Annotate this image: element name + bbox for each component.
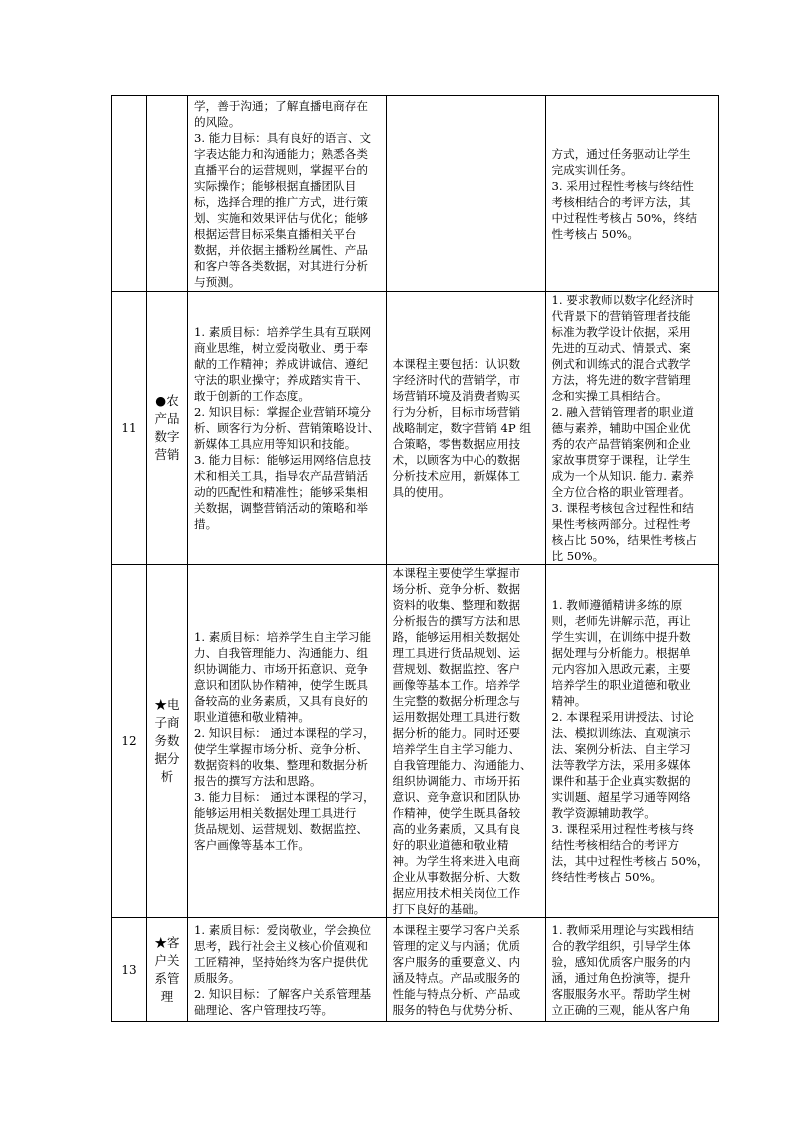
course-content-cell: 本课程主要使学生掌握市 场分析、竞争分析、数据 资料的收集、整理和数据 分析报告的撰写方法和思 路，能够运用相关数据处 理工具进行货品规划、运 营规划、数据监控、客户 画像等基本工作。培养学 生完整的数据分析理念与 运用数据处理工具进行数 据分析的能力。同时还要 培养学生自主学习能力、 自我管理能力、沟通能力、 组织协调能力、市场开拓 意识、竞争意识和团队协 作精神，使学生既具备较 高的业务素质，又具有良 好的职业道德和敬业精 神。为学生将来进入电商 企业从事数据分析、大数 据应用技术相关岗位工作 打下良好的基础。 — [386, 565, 545, 918]
course-name-cell: ★电 子商 务数 据分 析 — [147, 565, 188, 918]
table-row-course-11 — [112, 292, 719, 565]
teaching-requirements-cell: 1. 教师采用理论与实践相结 合的教学组织，引导学生体 验，感知优质客户服务的内 涵，通过角色扮演等，提升 客服服务水平。帮助学生树 立正确的三观，能从客户角 — [545, 918, 718, 1022]
teaching-requirements-cell: 1. 要求教师以数字化经济时 代背景下的营销管理者技能 标准为教学设计依据，采用 先进的互动式、情景式、案 例式和训练式的混合式教学 方法，将先进的数字营销理 念和实操工具相结合。 2. 融入营销管理者的职业道 德与素养，辅助中国企业优 秀的农产品营销案例和企业 家故事贯穿于课程，让学生 成为一个从知识. 能力. 素养 全方位合格的职业管理者。 3. 课程考核包含过程性和结 果性考核两部分。过程性考 核占比 50%，结果性考核占 比 50%。 — [545, 292, 718, 565]
course-number-cell: 13 — [112, 918, 147, 1022]
course-syllabus-table — [111, 95, 719, 1022]
course-number-cell — [112, 96, 147, 292]
course-name-cell — [147, 96, 188, 292]
course-number-cell: 11 — [112, 292, 147, 565]
course-goals-cell: 学，善于沟通；了解直播电商存在 的风险。 3. 能力目标：具有良好的语言、文 字表达能力和沟通能力；熟悉各类 直播平台的运营规则，掌握平台的 实际操作；能够根据直播团队目 标，选择合理的推广方式，进行策 划、实施和效果评估与优化；能够 根据运营目标采集直播相关平台 数据，并依据主播粉丝属性、产品 和客户等各类数据，对其进行分析 与预测。 — [188, 96, 387, 292]
course-content-cell: 本课程主要包括：认识数 字经济时代的营销学，市 场营销环境及消费者购买 行为分析，目标市场营销 战略制定，数字营销 4P 组 合策略，零售数据应用技 术，以顾客为中心的数据 分析技术应用，新媒体工 具的使用。 — [386, 292, 545, 565]
course-name-cell: ●农 产品 数字 营销 — [147, 292, 188, 565]
table-row-course-13 — [112, 918, 719, 1022]
course-goals-cell: 1. 素质目标：爱岗敬业，学会换位 思考，践行社会主义核心价值观和 工匠精神，坚持始终为客户提供优 质服务。 2. 知识目标：了解客户关系管理基 础理论、客户管理技巧等。 — [188, 918, 387, 1022]
course-content-cell — [386, 96, 545, 292]
teaching-requirements-cell: 1. 教师遵循精讲多练的原 则，老师先讲解示范，再让 学生实训，在训练中提升数 据处理与分析能力。根据单 元内容加入思政元素，主要 培养学生的职业道德和敬业 精神。 2. 本课程采用讲授法、讨论 法、模拟训练法、直观演示 法、案例分析法、自主学习 法等教学方法，采用多媒体 课件和基于企业真实数据的 实训题、超星学习通等网络 教学资源辅助教学。 3. 课程采用过程性考核与终 结性考核相结合的考评方 法，其中过程性考核占 50%， 终结性考核占 50%。 — [545, 565, 718, 918]
table-row-continued — [112, 96, 719, 292]
course-number-cell: 12 — [112, 565, 147, 918]
course-goals-cell: 1. 素质目标：培养学生具有互联网 商业思维，树立爱岗敬业、勇于奉 献的工作精神；养成讲诚信、遵纪 守法的职业操守；养成踏实肯干、 敢于创新的工作态度。 2. 知识目标：掌握企业营销环境分 析、顾客行为分析、营销策略设计、 新媒体工具应用等知识和技能。 3. 能力目标：能够运用网络信息技 术和相关工具，指导农产品营销活 动的匹配性和精准性；能够采集相 关数据，调整营销活动的策略和举 措。 — [188, 292, 387, 565]
course-name-cell: ★客 户关 系管 理 — [147, 918, 188, 1022]
course-content-cell: 本课程主要学习客户关系 管理的定义与内涵；优质 客户服务的重要意义、内 涵及特点。产品或服务的 性能与特点分析、产品或 服务的特色与优势分析、 — [386, 918, 545, 1022]
teaching-requirements-cell: 方式，通过任务驱动让学生 完成实训任务。 3. 采用过程性考核与终结性 考核相结合的考评方法，其 中过程性考核占 50%，终结 性考核占 50%。 — [545, 96, 718, 292]
table-row-course-12 — [112, 565, 719, 918]
course-goals-cell: 1. 素质目标：培养学生自主学习能 力、自我管理能力、沟通能力、组 织协调能力、市场开拓意识、竞争 意识和团队协作精神，使学生既具 备较高的业务素质，又具有良好的 职业道德和敬业精神。 2. 知识目标： 通过本课程的学习， 使学生掌握市场分析、竞争分析、 数据资料的收集、整理和数据分析 报告的撰写方法和思路。 3. 能力目标： 通过本课程的学习， 能够运用相关数据处理工具进行 货品规划、运营规划、数据监控、 客户画像等基本工作。 — [188, 565, 387, 918]
